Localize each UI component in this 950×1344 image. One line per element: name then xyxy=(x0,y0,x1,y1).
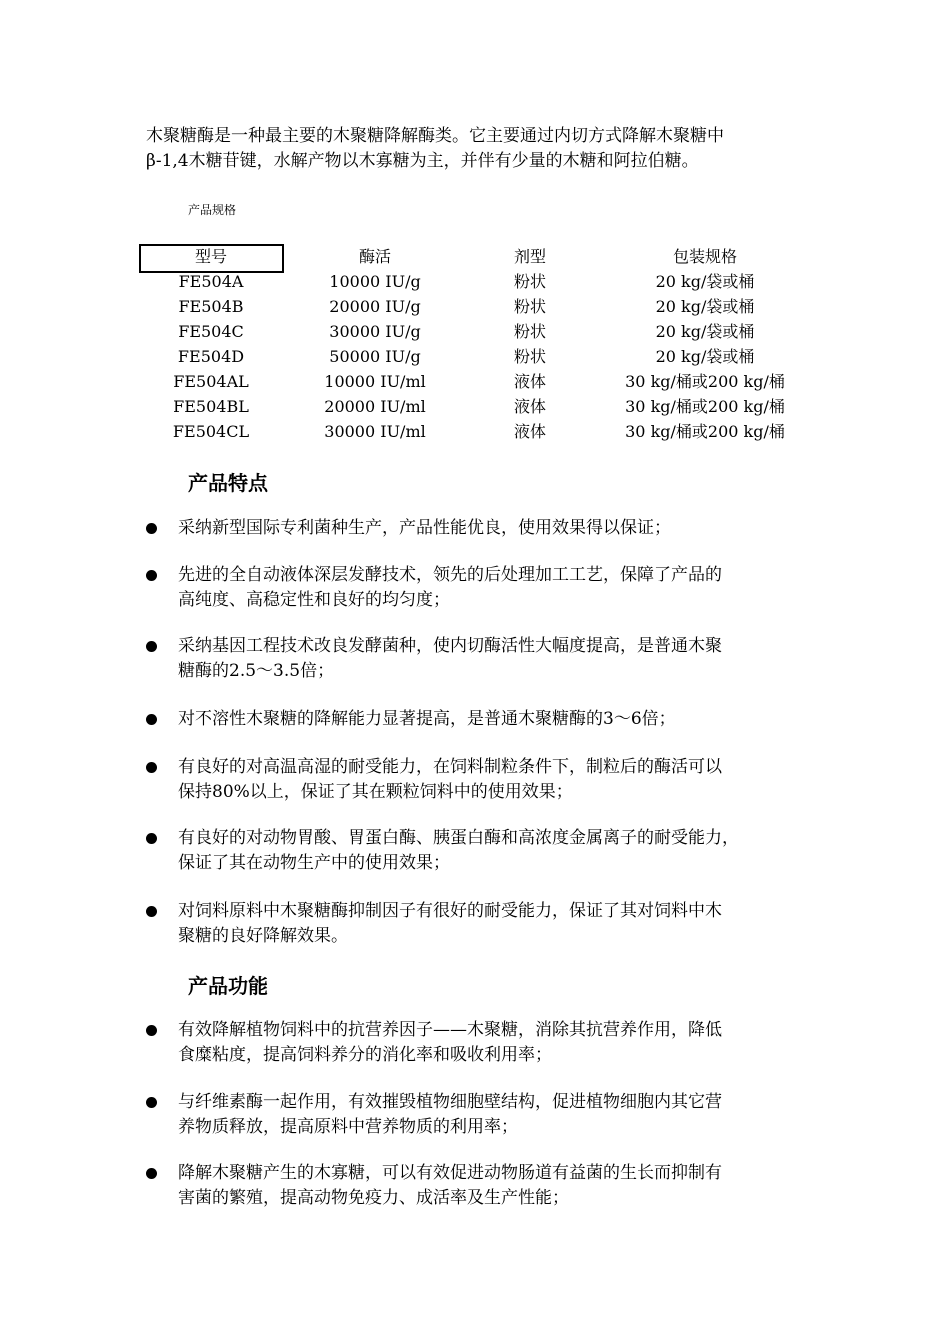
header-model: 型号 xyxy=(194,247,227,266)
cell-model: FE504C xyxy=(178,322,244,341)
cell-form: 粉状 xyxy=(513,347,546,366)
cell-package: 30 kg/桶或200 kg/桶 xyxy=(625,372,785,391)
cell-model: FE504B xyxy=(178,297,244,316)
feature-text: 有良好的对高温高湿的耐受能力，在饲料制粒条件下，制粒后的酶活可以 保持80%以上，保证了其在颗粒饲料中的使用效果； xyxy=(178,757,722,802)
cell-activity: 30000 IU/ml xyxy=(324,422,426,441)
cell-activity: 20000 IU/ml xyxy=(324,397,426,416)
bullet-dot-icon xyxy=(146,1168,157,1179)
feature-text: 先进的全自动液体深层发酵技术，领先的后处理加工工艺，保障了产品的 高纯度、高稳定性和良好的均匀度； xyxy=(178,565,722,610)
cell-activity: 20000 IU/g xyxy=(329,297,421,316)
feature-text: 对饲料原料中木聚糖酶抑制因子有很好的耐受能力，保证了其对饲料中木 聚糖的良好降解效果。 xyxy=(178,901,722,946)
cell-package: 20 kg/袋或桶 xyxy=(655,272,755,291)
header-form: 剂型 xyxy=(513,247,546,266)
cell-form: 粉状 xyxy=(513,322,546,341)
feature-text: 对不溶性木聚糖的降解能力显著提高，是普通木聚糖酶的3～6倍； xyxy=(178,709,676,729)
cell-package: 20 kg/袋或桶 xyxy=(655,297,755,316)
bullet-dot-icon xyxy=(146,1025,157,1036)
cell-form: 液体 xyxy=(513,397,546,416)
spec-label: 产品规格 xyxy=(188,203,237,217)
features-title: 产品特点 xyxy=(188,471,268,495)
cell-package: 30 kg/桶或200 kg/桶 xyxy=(625,422,785,441)
cell-activity: 10000 IU/ml xyxy=(324,372,426,391)
bullet-dot-icon xyxy=(146,1097,157,1108)
cell-form: 液体 xyxy=(513,422,546,441)
bullet-dot-icon xyxy=(146,570,157,581)
intro-line-2: β-1,4木糖苷键，水解产物以木寡糖为主，并伴有少量的木糖和阿拉伯糖。 xyxy=(146,151,699,171)
bullet-dot-icon xyxy=(146,714,157,725)
cell-package: 30 kg/桶或200 kg/桶 xyxy=(625,397,785,416)
bullet-dot-icon xyxy=(146,762,157,773)
function-text: 降解木聚糖产生的木寡糖，可以有效促进动物肠道有益菌的生长而抑制有 害菌的繁殖，提高动物免疫力、成活率及生产性能； xyxy=(178,1163,722,1208)
cell-model: FE504D xyxy=(177,347,245,366)
intro-paragraph xyxy=(146,124,826,174)
cell-form: 粉状 xyxy=(513,272,546,291)
bullet-dot-icon xyxy=(146,523,157,534)
header-package: 包装规格 xyxy=(672,247,737,266)
cell-activity: 10000 IU/g xyxy=(329,272,421,291)
header-activity: 酶活 xyxy=(358,247,391,266)
bullet-dot-icon xyxy=(146,641,157,652)
cell-package: 20 kg/袋或桶 xyxy=(655,347,755,366)
function-text: 有效降解植物饲料中的抗营养因子——木聚糖，消除其抗营养作用，降低 食糜粘度，提高饲料养分的消化率和吸收利用率； xyxy=(178,1020,722,1065)
cell-package: 20 kg/袋或桶 xyxy=(655,322,755,341)
functions-title: 产品功能 xyxy=(188,974,268,998)
bullet-dot-icon xyxy=(146,906,157,917)
cell-model: FE504AL xyxy=(173,372,249,391)
cell-activity: 30000 IU/g xyxy=(329,322,421,341)
feature-text: 有良好的对动物胃酸、胃蛋白酶、胰蛋白酶和高浓度金属离子的耐受能力， 保证了其在动物生产中的使用效果； xyxy=(178,828,739,873)
bullet-dot-icon xyxy=(146,833,157,844)
cell-form: 液体 xyxy=(513,372,546,391)
cell-model: FE504A xyxy=(178,272,244,291)
cell-activity: 50000 IU/g xyxy=(329,347,421,366)
feature-text: 采纳新型国际专利菌种生产，产品性能优良，使用效果得以保证； xyxy=(178,518,671,538)
function-text: 与纤维素酶一起作用，有效摧毁植物细胞壁结构，促进植物细胞内其它营 养物质释放，提高原料中营养物质的利用率； xyxy=(178,1092,722,1137)
feature-text: 采纳基因工程技术改良发酵菌种，使内切酶活性大幅度提高，是普通木聚 糖酶的2.5～3.5倍； xyxy=(178,636,722,681)
cell-model: FE504BL xyxy=(173,397,249,416)
intro-line-1: 木聚糖酶是一种最主要的木聚糖降解酶类。它主要通过内切方式降解木聚糖中 xyxy=(146,126,724,146)
cell-model: FE504CL xyxy=(172,422,250,441)
cell-form: 粉状 xyxy=(513,297,546,316)
